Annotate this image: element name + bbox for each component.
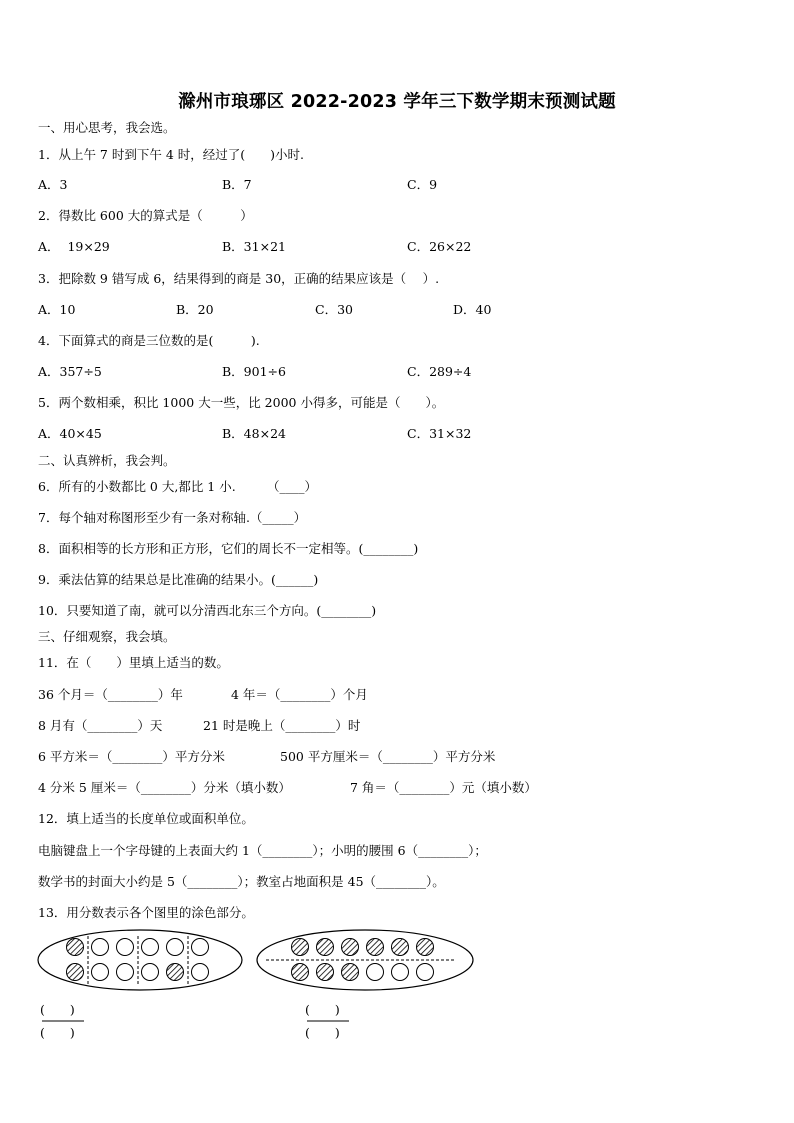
question-2: 2．得数比 600 大的算式是（ ） bbox=[38, 208, 253, 223]
question-1: 1．从上午 7 时到下午 4 时，经过了( )小时. bbox=[38, 147, 304, 162]
empty-circle bbox=[417, 964, 434, 981]
shaded-circle bbox=[317, 964, 334, 981]
q3-option-d: D．40 bbox=[453, 302, 492, 317]
fig2-oval bbox=[257, 930, 473, 990]
q12-line-1: 电脑键盘上一个字母键的上表面大约 1（________）；小明的腰围 6（________）； bbox=[38, 843, 487, 858]
q1-option-b: B．7 bbox=[222, 177, 252, 192]
q5-option-b: B．48×24 bbox=[222, 426, 286, 441]
q3-option-b: B．20 bbox=[176, 302, 214, 317]
shaded-circle bbox=[342, 939, 359, 956]
shaded-circle bbox=[342, 964, 359, 981]
question-11: 11．在（ ）里填上适当的数。 bbox=[38, 655, 229, 670]
shaded-circle bbox=[367, 939, 384, 956]
question-10: 10．只要知道了南，就可以分清西北东三个方向。(________) bbox=[38, 603, 377, 618]
q11-item: 4 分米 5 厘米＝（________）分米（填小数） bbox=[38, 780, 291, 795]
empty-circle bbox=[142, 939, 159, 956]
q11-item: 36 个月＝（________）年 bbox=[38, 687, 183, 702]
q3-option-a: A．10 bbox=[38, 302, 76, 317]
shaded-circle bbox=[392, 939, 409, 956]
q11-item: 500 平方厘米＝（________）平方分米 bbox=[280, 749, 496, 764]
empty-circle bbox=[117, 939, 134, 956]
shaded-circle bbox=[292, 939, 309, 956]
section-1-heading: 一、用心思考，我会选。 bbox=[38, 120, 176, 135]
q2-option-b: B．31×21 bbox=[222, 239, 286, 254]
shaded-circle bbox=[167, 964, 184, 981]
q2-option-c: C．26×22 bbox=[407, 239, 472, 254]
empty-circle bbox=[192, 964, 209, 981]
empty-circle bbox=[192, 939, 209, 956]
page-title: 滁州市琅琊区 2022-2023 学年三下数学期末预测试题 bbox=[178, 92, 616, 112]
q11-item: 21 时是晚上（________）时 bbox=[203, 718, 361, 733]
q5-option-a: A．40×45 bbox=[38, 426, 102, 441]
q2-option-a: A． 19×29 bbox=[38, 239, 110, 254]
empty-circle bbox=[167, 939, 184, 956]
question-3: 3．把除数 9 错写成 6，结果得到的商是 30，正确的结果应该是（ ）. bbox=[38, 271, 440, 286]
q4-option-b: B．901÷6 bbox=[222, 364, 286, 379]
shaded-circle bbox=[417, 939, 434, 956]
shaded-circle bbox=[292, 964, 309, 981]
question-4: 4．下面算式的商是三位数的是( ). bbox=[38, 333, 260, 348]
fig2-denominator: ( ) bbox=[305, 1025, 340, 1040]
q11-item: 7 角＝（________）元（填小数） bbox=[350, 780, 537, 795]
question-8: 8．面积相等的长方形和正方形，它们的周长不一定相等。(________) bbox=[38, 541, 419, 556]
fig1-oval bbox=[38, 930, 242, 990]
question-5: 5．两个数相乘，积比 1000 大一些，比 2000 小得多，可能是（ ）。 bbox=[38, 395, 445, 410]
shaded-circle bbox=[67, 939, 84, 956]
fig1-denominator: ( ) bbox=[40, 1025, 75, 1040]
empty-circle bbox=[367, 964, 384, 981]
question-12: 12．填上适当的长度单位或面积单位。 bbox=[38, 811, 254, 826]
q12-line-2: 数学书的封面大小约是 5（________）；教室占地面积是 45（________）。 bbox=[38, 874, 445, 889]
q11-item: 6 平方米＝（________）平方分米 bbox=[38, 749, 225, 764]
empty-circle bbox=[142, 964, 159, 981]
question-13: 13．用分数表示各个图里的涂色部分。 bbox=[38, 905, 254, 920]
empty-circle bbox=[92, 964, 109, 981]
q11-item: 4 年＝（________）个月 bbox=[231, 687, 368, 702]
section-3-heading: 三、仔细观察，我会填。 bbox=[38, 629, 176, 644]
empty-circle bbox=[92, 939, 109, 956]
empty-circle bbox=[392, 964, 409, 981]
q5-option-c: C．31×32 bbox=[407, 426, 472, 441]
question-9: 9．乘法估算的结果总是比准确的结果小。(______) bbox=[38, 572, 319, 587]
q11-item: 8 月有（________）天 bbox=[38, 718, 163, 733]
question-6: 6．所有的小数都比 0 大,都比 1 小. （____） bbox=[38, 479, 317, 494]
shaded-circle bbox=[317, 939, 334, 956]
q1-option-c: C．9 bbox=[407, 177, 438, 192]
fig1-numerator: ( ) bbox=[40, 1002, 75, 1017]
fig2-numerator: ( ) bbox=[305, 1002, 340, 1017]
q4-option-c: C．289÷4 bbox=[407, 364, 472, 379]
q3-option-c: C．30 bbox=[315, 302, 353, 317]
q4-option-a: A．357÷5 bbox=[38, 364, 102, 379]
section-2-heading: 二、认真辨析，我会判。 bbox=[38, 453, 176, 468]
shaded-circle bbox=[67, 964, 84, 981]
empty-circle bbox=[117, 964, 134, 981]
question-7: 7．每个轴对称图形至少有一条对称轴.（_____） bbox=[38, 510, 307, 525]
q1-option-a: A．3 bbox=[38, 177, 68, 192]
